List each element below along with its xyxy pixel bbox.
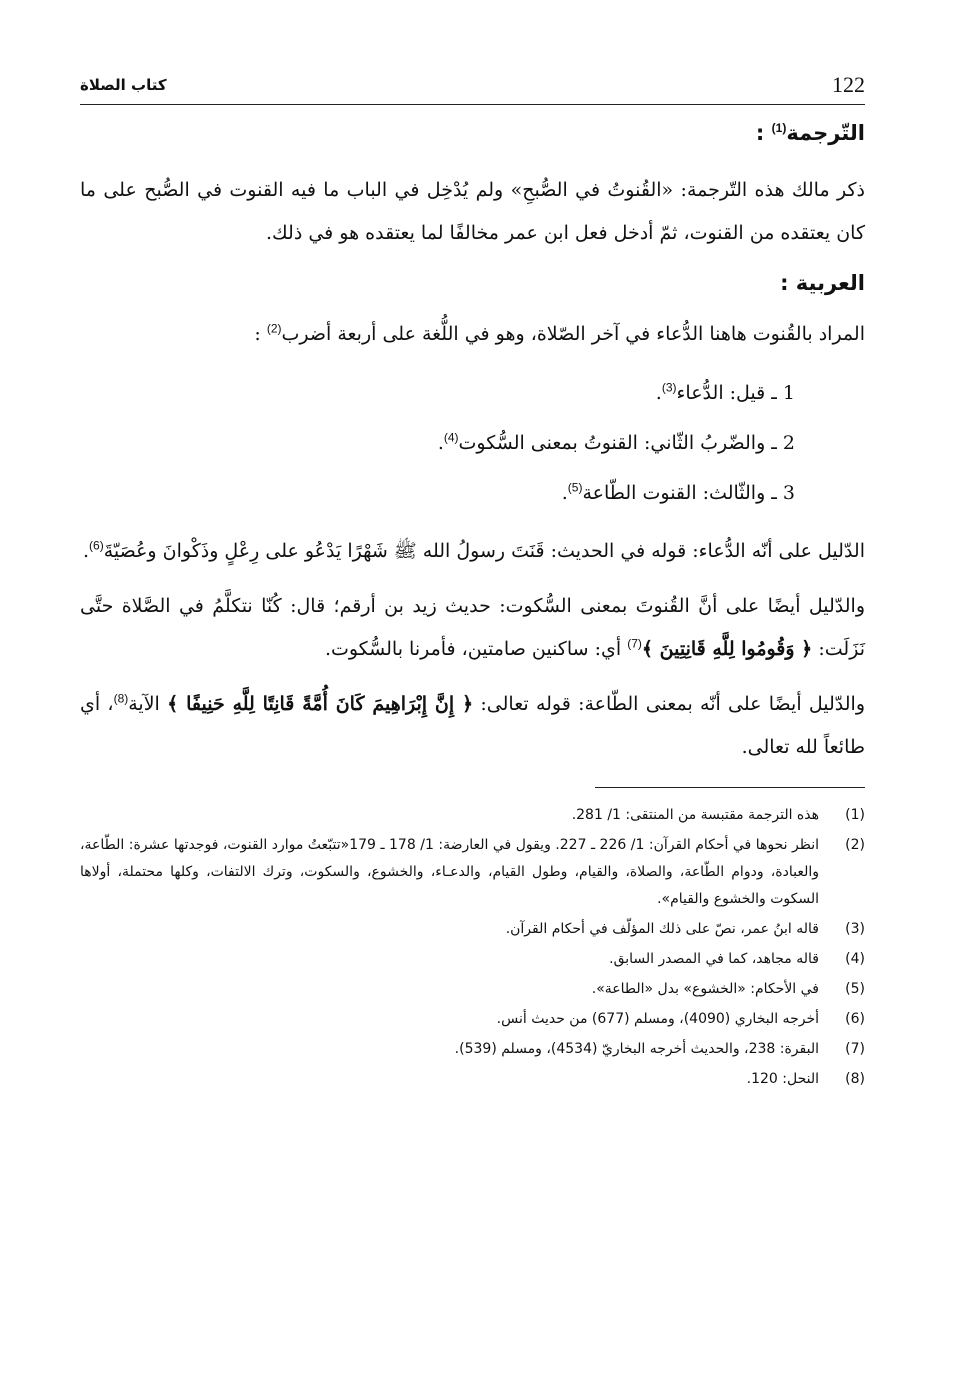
footnote-ref: (3): [661, 380, 677, 395]
footnote-ref: (5): [567, 480, 583, 495]
footnote-text: انظر نحوها في أحكام القرآن: 1/ 226 ـ 227. ويقول في العارضة: 1/ 178 ـ 179«تتبّعتُ موارد القنوت، فوجدتها عشرة: الطّاعة، والعبادة، ودوام الطّاعة، والصلاة، والقيام، وطول القيام، والدعـاء، والخشوع، والسكوت، وترك الالتفات، وكلها محتملة، أولاها السكوت والخشوع والقيام».: [80, 837, 819, 907]
footnote-ref: (4): [443, 430, 459, 445]
footnote-ref: (8): [113, 691, 129, 706]
quran-verse: ﴿ إِنَّ إِبْرَاهِيمَ كَانَ أُمَّةً قَانِتًا لِلَّهِ حَنِيفًا ﴾: [167, 693, 474, 715]
footnote-number: (3): [845, 921, 865, 937]
footnote-ref: (2): [266, 321, 282, 336]
footnote: [80, 1066, 865, 1093]
footnote-text: هذه الترجمة مقتبسة من المنتقى: 1/ 281.: [571, 807, 819, 823]
book-page: [80, 70, 865, 1096]
running-title: كتاب الصلاة: [80, 76, 167, 94]
section-arabic: [80, 267, 865, 769]
list-item: 1 ـ قيل: الدُّعاء$^{(3)}$.: [655, 380, 795, 404]
footnote-text: قاله ابنُ عمر، نصّ على ذلك المؤلّف في أحكام القرآن.: [505, 921, 819, 937]
footnote-number: (4): [845, 951, 865, 967]
paragraph: ذكر مالك هذه التّرجمة: «القُنوتُ في الصُّبحِ» ولم يُدْخِل في الباب ما فيه القنوت في الصُّبح على ما كان يعتقده من القنوت، ثمّ أدخل فعل ابن عمر مخالفًا لما يعتقده هو في ذلك.: [80, 179, 865, 244]
footnote: [80, 976, 865, 1003]
footnote: [80, 1036, 865, 1063]
paragraph: المراد بالقُنوت هاهنا الدُّعاء في آخر الصّلاة، وهو في اللُّغة على أربعة أضرب$^{(2)}$ :: [254, 321, 865, 345]
footnote-number: (1): [845, 807, 865, 823]
section-heading: العربية :: [780, 271, 865, 295]
footnote-number: (2): [845, 837, 865, 853]
footnote: [80, 916, 865, 943]
paragraph: الدّليل على أنّه الدُّعاء: قوله في الحديث: قَنَتَ رسولُ الله ﷺ شَهْرًا يَدْعُو على رِعْلٍ وذَكْوانَ وعُصَيّةَ$^{(6)}$.: [82, 538, 865, 562]
footnote-ref: (1): [771, 121, 787, 135]
paragraph: والدّليل أيضًا على أنّه بمعنى الطّاعة: قوله تعالى: ﴿ إِنَّ إِبْرَاهِيمَ كَانَ أُمَّةً قَانِتًا لِلَّهِ حَنِيفًا ﴾ الآية$^{(8)}$، أي طائعاً لله تعالى.: [80, 691, 865, 758]
footnote: [80, 946, 865, 973]
list-item: 2 ـ والضّربُ الثّاني: القنوتُ بمعنى السُّكوت$^{(4)}$.: [437, 430, 795, 454]
page-number: 122: [832, 72, 865, 97]
footnote-ref: (6): [89, 538, 104, 553]
footnote-number: (7): [845, 1041, 865, 1057]
footnote: [80, 1006, 865, 1033]
footnote-text: النحل: 120.: [746, 1071, 819, 1087]
quran-verse: ﴿ وَقُومُوا لِلَّهِ قَانِتِينَ ﴾: [641, 638, 813, 660]
footnote: [80, 832, 865, 913]
section-heading: التّرجمة$^{(1)}$ :: [755, 121, 865, 145]
footnote-text: أخرجه البخاري (4090)، ومسلم (677) من حديث أنس.: [496, 1011, 819, 1027]
list-item: 3 ـ والثّالث: القنوت الطّاعة$^{(5)}$.: [561, 480, 795, 504]
footnote-text: البقرة: 238، والحديث أخرجه البخاريّ (4534)، ومسلم (539).: [454, 1041, 819, 1057]
footnote-number: (5): [845, 981, 865, 997]
footnote-text: في الأحكام: «الخشوع» بدل «الطاعة».: [591, 981, 819, 997]
section-translation: [80, 117, 865, 255]
page-header: [80, 70, 865, 105]
footnote-number: (8): [845, 1071, 865, 1087]
paragraph: والدّليل أيضًا على أنَّ القُنوتَ بمعنى السُّكوت: حديث زيد بن أرقم؛ قال: كُنّا نتكلَّمُ في الصَّلاة حتَّى نَزَلَت: ﴿ وَقُومُوا لِلَّهِ قَانِتِينَ ﴾$^{(7)}$ أي: ساكنين صامتين، فأمرنا بالسُّكوت.: [80, 595, 865, 660]
footnote: [80, 802, 865, 829]
footnote-number: (6): [845, 1011, 865, 1027]
footnotes: [80, 802, 865, 1093]
footnote-ref: (7): [627, 636, 642, 651]
footnote-divider: [595, 787, 865, 788]
footnote-text: قاله مجاهد، كما في المصدر السابق.: [609, 951, 819, 967]
